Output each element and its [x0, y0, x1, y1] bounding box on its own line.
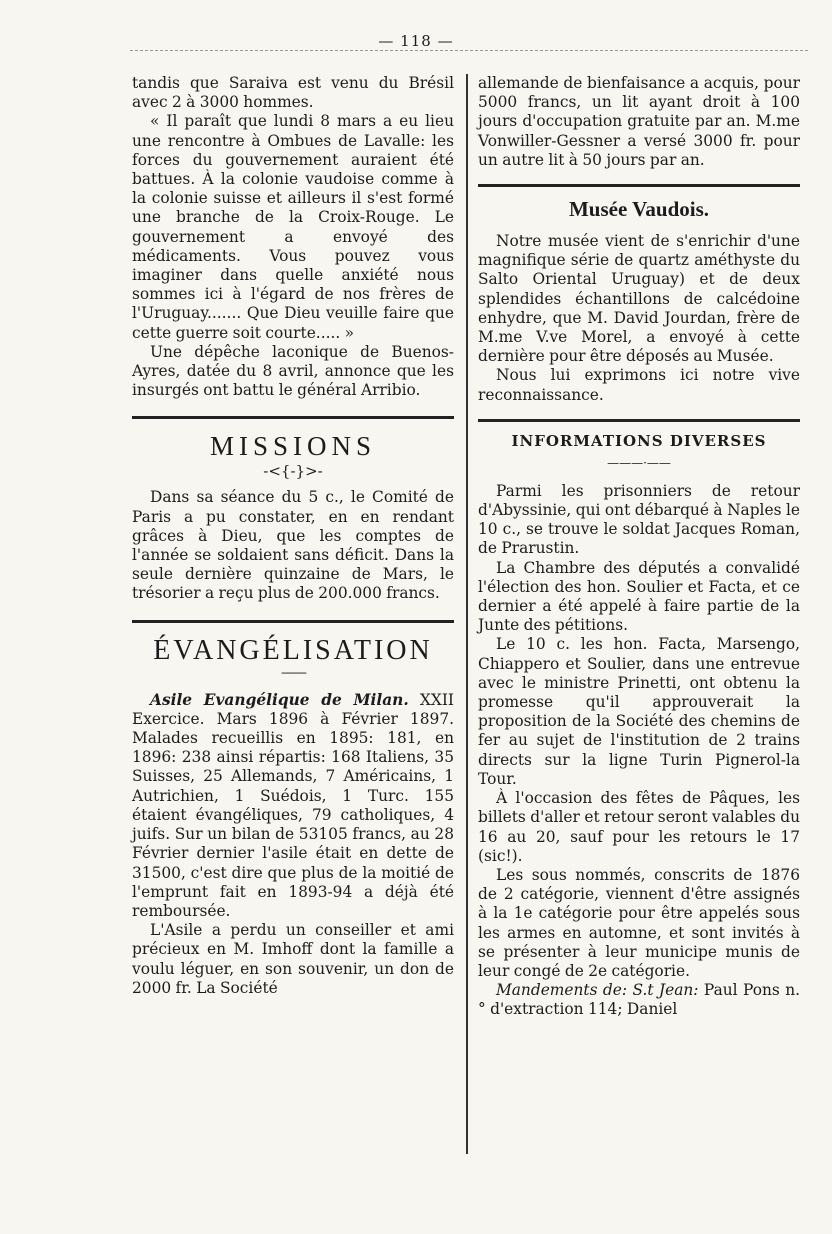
paragraph: Une dépêche laconique de Buenos-Ayres, datée du 8 avril, annonce que les insurgés ont battu le général Arribio.	[132, 342, 454, 400]
left-column	[132, 74, 454, 998]
section-title-missions: MISSIONS	[209, 431, 377, 462]
section-rule	[132, 620, 454, 623]
paragraph: allemande de bienfaisance a acquis, pour 5000 francs, un lit ayant droit à 100 jours d'occupation gratuite par an. M.me Vonwiller-Gessner a versé 3000 fr. pour un autre lit à 50 jours par an.	[478, 74, 800, 169]
paragraph: L'Asile a perdu un conseiller et ami précieux en M. Imhoff dont la famille a voulu léguer, en son souvenir, un don de 2000 fr. La Société	[132, 921, 454, 997]
lead-in: Mandements de: S.t Jean:	[496, 981, 699, 1000]
section-rule	[132, 416, 454, 419]
ornament-dash: ——	[281, 664, 305, 681]
section-title-informations: INFORMATIONS DIVERSES	[511, 431, 767, 450]
paragraph: tandis que Saraiva est venu du Brésil avec 2 à 3000 hommes.	[132, 74, 454, 112]
right-column	[478, 74, 800, 1020]
header-rule	[130, 50, 808, 51]
paragraph: À l'occasion des fêtes de Pâques, les billets d'aller et retour seront valables du 16 au 20, sauf pour les retours le 17 (sic!).	[478, 789, 800, 865]
paragraph: « Il paraît que lundi 8 mars a eu lieu une rencontre à Ombues de Lavalle: les forces du gouvernement auraient été battues. À la colonie vaudoise comme à la colonie suisse et ailleurs il s'est formé une branche de la Croix-Rouge. Le gouvernement a envoyé des médicaments. Vous pouvez vous imaginer dans quelle anxiété nous sommes ici à l'égard de nos frères de l'Uruguay....... Que Dieu veuille faire que cette guerre soit courte..... »	[132, 112, 454, 342]
paragraph: Les sous nommés, conscrits de 1876 de 2 catégorie, viennent d'être assignés à la 1e catégorie pour être appelés sous les armes en automne, et sont invités à se présenter à leur municipe munis de leur congé de 2e catégorie.	[478, 865, 800, 980]
paragraph: Notre musée vient de s'enrichir d'une magnifique série de quartz améthyste du Salto Oriental Uruguay) et de deux splendides échantillons de calcédoine enhydre, que M. David Jourdan, frère de M.me V.ve Morel, a envoyé à cette dernière pour être déposés au Musée.	[478, 232, 800, 366]
paragraph: Le 10 c. les hon. Facta, Marsengo, Chiappero et Soulier, dans une entrevue avec le ministre Prinetti, ont obtenu la promesse qu'il approuverait la proposition de la Société des chemins de fer au sujet de l'institution de 2 trains directs sur la ligne Turin Pignerol-la Tour.	[478, 635, 800, 788]
section-rule	[478, 184, 800, 187]
paragraph: Mandements de: S.t Jean: Paul Pons n.° d'extraction 114; Daniel	[478, 981, 801, 1019]
paragraph: Parmi les prisonniers de retour d'Abyssinie, qui ont débarqué à Naples le 10 c., se trouve le soldat Jacques Roman, de Prarustin.	[478, 481, 800, 558]
paragraph: La Chambre des députés a convalidé l'élection des hon. Soulier et Facta, et ce dernier a été appelé à faire partie de la Junte des pétitions.	[478, 558, 800, 635]
page-number: — 118 —	[378, 32, 454, 50]
lead-in: Asile Evangélique de Milan.	[150, 690, 409, 709]
paragraph: Asile Evangélique de Milan. XXII Exercice. Mars 1896 à Février 1897. Malades recueillis en 1895: 181, en 1896: 238 ainsi répartis: 168 Italiens, 35 Suisses, 25 Allemands, 7 Américains, 1 Autrichien, 1 Suédois, 1 Turc. 155 étaient évangéliques, 79 catholiques, 4 juifs. Sur un bilan de 53105 francs, au 28 Février dernier l'asile était en dette de 31500, c'est dire que plus de la moitié de l'emprunt fait en 1893-94 a déjà été remboursée.	[132, 690, 455, 920]
paragraph: Dans sa séance du 5 c., le Comité de Paris a pu constater, en en rendant grâces à Dieu, que les comptes de l'année se soldaient sans déficit. Dans la seule dernière quinzaine de Mars, le trésorier a reçu plus de 200.000 francs.	[132, 488, 454, 603]
ornament: ———·——	[607, 455, 671, 470]
ornament: -<{-}>-	[263, 462, 323, 481]
paragraph: Nous lui exprimons ici notre vive reconnaissance.	[478, 366, 800, 404]
section-rule	[478, 419, 800, 422]
column-divider	[466, 74, 468, 1154]
section-title-evangelisation: ÉVANGÉLISATION	[153, 634, 433, 666]
section-title-musee: Musée Vaudois.	[568, 197, 710, 222]
